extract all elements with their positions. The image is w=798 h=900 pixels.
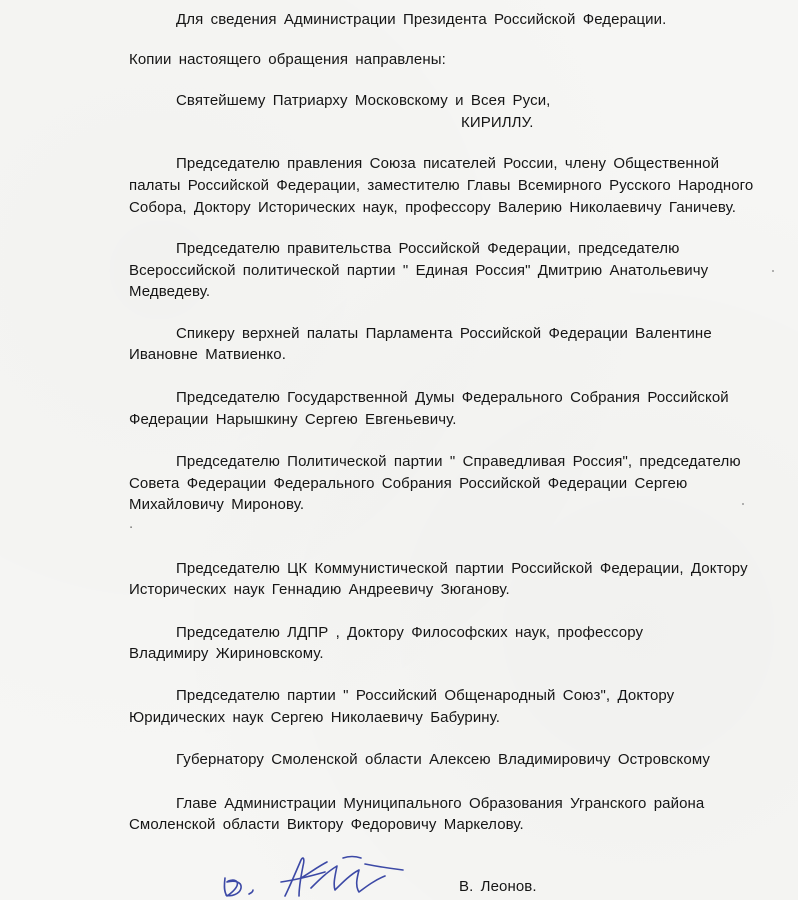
copies-heading: Копии настоящего обращения направлены:: [129, 51, 446, 68]
recipient-ganichev-line-1: Председателю правления Союза писателей России, члену Общественной: [176, 155, 720, 172]
recipient-markelov-line-1: Главе Администрации Муниципального Образования Угранского района: [176, 795, 705, 812]
recipient-matvienko-line-1: Спикеру верхней палаты Парламента Российской Федерации Валентине: [176, 325, 712, 342]
recipient-patriarch-line-1: Святейшему Патриарху Московскому и Всея Руси,: [176, 92, 551, 109]
recipient-zhirinovsky-line-1: Председателю ЛДПР , Доктору Философских наук, профессору: [176, 624, 644, 641]
scan-speck: [742, 503, 744, 505]
recipient-matvienko-line-2: Ивановне Матвиенко.: [129, 346, 286, 363]
scan-speck: [772, 270, 774, 272]
recipient-baburin-line-2: Юридических наук Сергею Николаевичу Бабурину.: [129, 709, 501, 726]
recipient-mironov-line-2: Совета Федерации Федерального Собрания Российской Федерации Сергею: [129, 475, 688, 492]
recipient-naryshkin-line-1: Председателю Государственной Думы Федерального Собрания Российской: [176, 389, 729, 406]
recipient-mironov-line-3: Михайловичу Миронову.: [129, 496, 305, 513]
recipient-markelov-line-2: Смоленской области Виктору Федоровичу Маркелову.: [129, 816, 524, 833]
stray-period: .: [129, 515, 134, 532]
recipient-medvedev-line-3: Медведеву.: [129, 283, 211, 300]
recipient-zyuganov-line-1: Председателю ЦК Коммунистической партии Российской Федерации, Доктору: [176, 560, 748, 577]
recipient-medvedev-line-1: Председателю правительства Российской Федерации, председателю: [176, 240, 680, 257]
recipient-zhirinovsky-line-2: Владимиру Жириновскому.: [129, 645, 324, 662]
recipient-mironov-line-1: Председателю Политической партии " Справедливая Россия", председателю: [176, 453, 741, 470]
recipient-ostrovsky: Губернатору Смоленской области Алексею Владимировичу Островскому: [176, 751, 711, 768]
signature-name: В. Леонов.: [459, 878, 537, 895]
admin-note: Для сведения Администрации Президента Российской Федерации.: [176, 11, 667, 28]
recipient-ganichev-line-2: палаты Российской Федерации, заместителю Главы Всемирного Русского Народного: [129, 177, 754, 194]
recipient-ganichev-line-3: Собора, Доктору Исторических наук, профессору Валерию Николаевичу Ганичеву.: [129, 199, 736, 216]
recipient-zyuganov-line-2: Исторических наук Геннадию Андреевичу Зюганову.: [129, 581, 510, 598]
recipient-naryshkin-line-2: Федерации Нарышкину Сергею Евгеньевичу.: [129, 411, 457, 428]
recipient-baburin-line-1: Председателю партии " Российский Общенародный Союз", Доктору: [176, 687, 675, 704]
recipient-medvedev-line-2: Всероссийской политической партии " Единая Россия" Дмитрию Анатольевичу: [129, 262, 709, 279]
recipient-patriarch-line-2: КИРИЛЛУ.: [461, 114, 534, 131]
handwritten-signature: [215, 852, 415, 900]
